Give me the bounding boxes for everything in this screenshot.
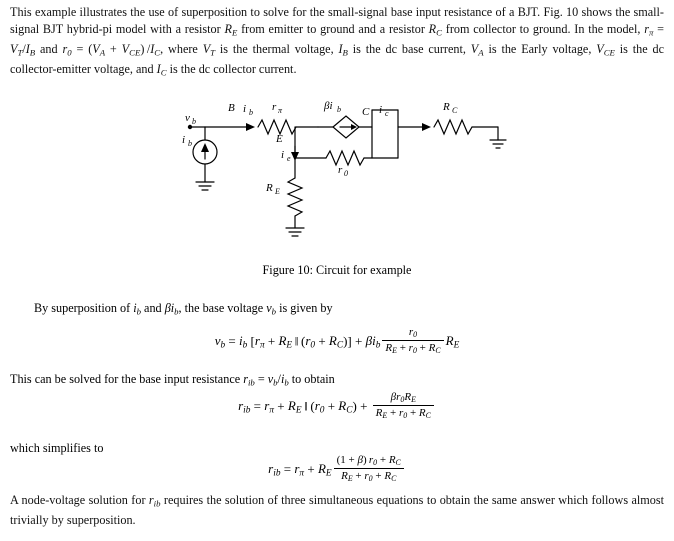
label-rc-sub: C	[452, 106, 458, 115]
solved-text: This can be solved for the base input resistance $r_{ib} = v_b/i_b$ to obtain	[10, 372, 335, 388]
equation-3-fraction: $\frac{(1 + \beta) r_0 + R_C}{R_E + r_0 + R_C}$	[334, 454, 404, 485]
label-vb-sub: b	[192, 117, 196, 126]
equation-3: $r_{ib} = r_\pi + R_E$ $\frac{(1 + \beta) r_0 + R_C}{R_E + r_0 + R_C}$	[0, 455, 674, 486]
superposition-text: By superposition of $i_b$ and $\beta i_b$, the base voltage $v_b$ is given by	[34, 301, 333, 317]
equation-2: $r_{ib} = r_\pi + R_E$ ‖ $(r_0 + R_C)$ + $\frac{\beta r_0R_E}{R_E + r_0 + R_C}$	[0, 392, 674, 423]
label-ie-sub: e	[287, 154, 291, 163]
equation-1: $v_b = i_b$ [$r_\pi + R_E$ ‖ $(r_0 + R_C)] + \beta i_b$ $\frac{r_0}{R_E + r_0 + R_C}$ $R_E$	[214, 325, 460, 355]
label-beta-ib: βi	[324, 100, 333, 112]
closing-paragraph: A node-voltage solution for $r_{ib}$ requires the solution of three simultaneous equations to obtain the same answer which follows almost trivially by superposition.	[10, 493, 664, 528]
label-vb: v	[185, 112, 190, 124]
label-ib-source: i	[182, 134, 186, 146]
label-re-sub: E	[275, 187, 280, 196]
equation-1-fraction: $\frac{r_0}{R_E + r_0 + R_C}$	[382, 326, 443, 357]
intro-paragraph: This example illustrates the use of superposition to solve for the small-signal base input resistance of a BJT. Fig. 10 shows the small-signal BJT hybrid-pi model with a resistor $R_E$ from emitter to ground and a resistor $R_C$ from collector to ground. In the model, $r_\pi = V_T/I_B$ and $r_0 = (V_A + V_{CE})$ $/I_C$, where $V_T$ is the thermal voltage, $I_B$ is the dc base current, $V_A$ is the Early voltage, $V_{CE}$ is the dc collector-emitter voltage, and $I_C$ is the dc collector current.	[10, 5, 665, 78]
label-ro-sub: 0	[344, 169, 348, 178]
label-ib-top: i	[243, 103, 247, 115]
label-rpi: r	[272, 101, 277, 113]
label-re: R	[266, 182, 273, 194]
label-ib-source-sub: b	[188, 139, 192, 148]
label-ic-sub: c	[385, 109, 389, 118]
circuit-figure	[0, 96, 674, 246]
circuit-diagram-svg	[0, 96, 674, 246]
figure-caption: Figure 10: Circuit for example	[262, 263, 412, 277]
label-node-c: C	[362, 106, 370, 118]
label-rpi-sub: π	[278, 106, 283, 115]
label-ic: i	[379, 104, 383, 116]
label-node-b: B	[228, 102, 235, 114]
equation-2-fraction: $\frac{\beta r_0R_E}{R_E + r_0 + R_C}$	[373, 391, 434, 422]
label-rc: R	[443, 101, 450, 113]
label-ie: i	[281, 149, 285, 161]
label-ib-top-sub: b	[249, 108, 253, 117]
label-beta-ib-sub: b	[337, 105, 341, 114]
label-node-e: E	[276, 133, 283, 145]
label-ro: r	[338, 164, 343, 176]
simplifies-text: which simplifies to	[10, 441, 104, 455]
